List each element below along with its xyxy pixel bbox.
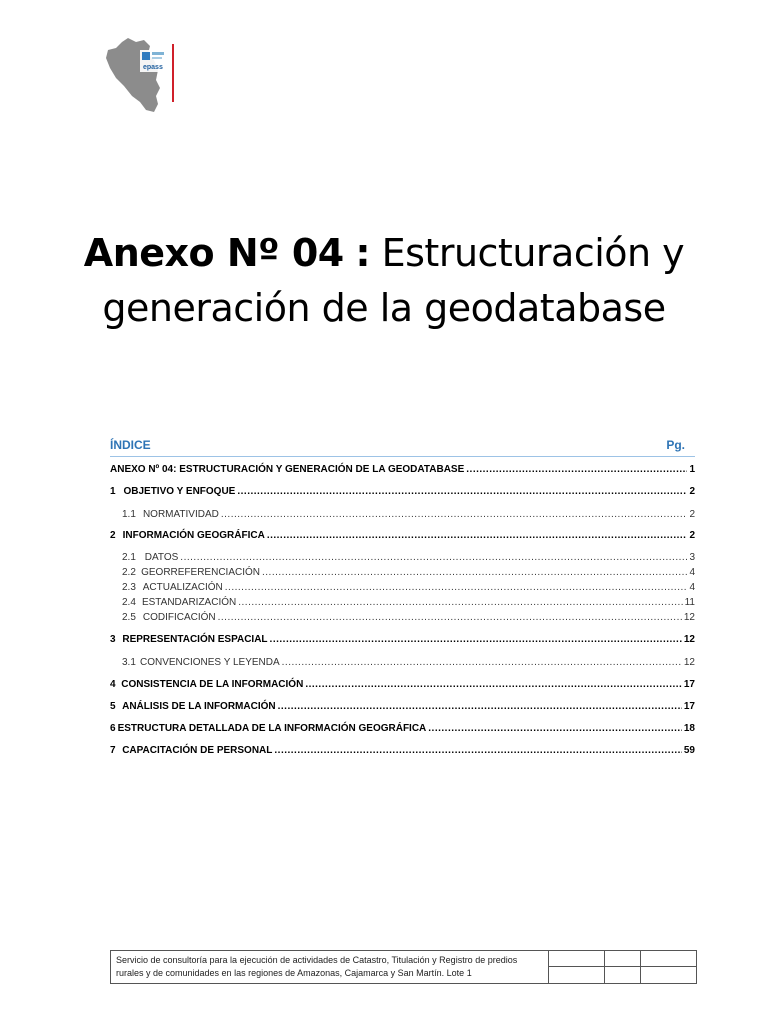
footer-text xyxy=(111,951,549,983)
document-title xyxy=(60,226,708,336)
toc-entry-text: OBJETIVO Y ENFOQUE xyxy=(123,486,236,497)
toc-leader xyxy=(225,582,688,593)
toc-entry-page: 2 xyxy=(689,509,695,520)
toc-entry-page: 18 xyxy=(683,723,695,734)
toc-entry[interactable] xyxy=(110,634,695,648)
toc-entry-number: 6 xyxy=(110,723,116,734)
toc-entry[interactable] xyxy=(110,530,695,544)
toc-entry[interactable] xyxy=(110,745,695,759)
toc-leader xyxy=(305,679,682,690)
toc-entry-number: 2.5 xyxy=(122,612,136,623)
title-annex: Anexo Nº 04 xyxy=(83,231,344,275)
footer-cell xyxy=(549,967,605,983)
toc-entry-text: INFORMACIÓN GEOGRÁFICA xyxy=(122,530,265,541)
logo xyxy=(100,36,180,116)
footer-line-2: rurales y de comunidades en las regiones de Amazonas, Cajamarca y San Martín. Lote 1 xyxy=(116,968,472,978)
toc-header xyxy=(110,438,685,456)
toc-leader xyxy=(278,701,682,712)
title-colon: : xyxy=(355,231,371,275)
toc-entry[interactable] xyxy=(110,582,695,596)
footer-cell xyxy=(549,951,605,967)
toc-leader xyxy=(282,657,682,668)
toc-header-rule xyxy=(110,456,695,457)
toc-entry-number: ANEXO Nº 04 xyxy=(110,464,174,475)
toc-entry-text: ESTANDARIZACIÓN xyxy=(141,597,237,608)
toc-entry-page: 17 xyxy=(683,701,695,712)
logo-mark-text: epass xyxy=(143,64,163,71)
toc-entry[interactable] xyxy=(110,657,695,671)
footer-cell xyxy=(605,951,641,967)
toc-entry-text: DATOS xyxy=(144,552,179,563)
toc-entry-page: 12 xyxy=(683,612,695,623)
toc-leader xyxy=(274,745,681,756)
toc-entry[interactable] xyxy=(110,612,695,626)
toc-entry-text: GEORREFERENCIACIÓN xyxy=(141,567,260,578)
toc-entry-text: CONSISTENCIA DE LA INFORMACIÓN xyxy=(121,679,304,690)
toc-entry-page: 11 xyxy=(684,597,695,608)
toc-page-label: Pg. xyxy=(666,438,685,452)
toc-entry-number: 2.4 xyxy=(122,597,136,608)
footer-cells xyxy=(549,951,696,983)
toc-leader xyxy=(237,486,687,497)
toc-entry-text: NORMATIVIDAD xyxy=(142,509,219,520)
toc-entry-page: 4 xyxy=(689,582,695,593)
toc-entry-text: ANÁLISIS DE LA INFORMACIÓN xyxy=(122,701,276,712)
toc-leader xyxy=(238,597,682,608)
toc-entry[interactable] xyxy=(110,509,695,523)
toc-entry-page: 2 xyxy=(689,486,695,497)
toc-leader xyxy=(428,723,682,734)
toc-entry-number: 2.2 xyxy=(122,567,136,578)
toc-entry-text: : ESTRUCTURACIÓN Y GENERACIÓN DE LA GEODATABASE xyxy=(173,464,465,475)
footer-line-1: Servicio de consultoría para la ejecución de actividades de Catastro, Titulación y Registro de predios xyxy=(116,955,518,965)
toc-leader xyxy=(267,530,688,541)
footer-cell xyxy=(641,951,696,967)
toc-entry-page: 12 xyxy=(683,657,695,668)
toc-entry-number: 3 xyxy=(110,634,116,645)
peru-map-icon xyxy=(100,36,180,116)
toc-leader xyxy=(262,567,687,578)
toc-entry-text: CODIFICACIÓN xyxy=(142,612,216,623)
toc-entry-text: CAPACITACIÓN DE PERSONAL xyxy=(122,745,273,756)
toc-entry-text: ESTRUCTURA DETALLADA DE LA INFORMACIÓN GEOGRÁFICA xyxy=(117,723,427,734)
toc-entry[interactable] xyxy=(110,723,695,737)
toc-leader xyxy=(270,634,682,645)
toc-leader xyxy=(218,612,682,623)
toc-entry-number: 3.1 xyxy=(122,657,136,668)
toc-leader xyxy=(180,552,687,563)
toc-entry-page: 2 xyxy=(689,530,695,541)
footer-cell xyxy=(641,967,696,983)
logo-divider xyxy=(172,44,174,102)
title-text: Estructuración y generación de la geodatabase xyxy=(102,231,685,330)
toc-entry-text: CONVENCIONES Y LEYENDA xyxy=(139,657,280,668)
toc-heading: ÍNDICE xyxy=(110,438,151,452)
toc-entry[interactable] xyxy=(110,464,695,478)
toc-entry-page: 17 xyxy=(683,679,695,690)
toc-entry[interactable] xyxy=(110,567,695,581)
toc-entry-number: 2 xyxy=(110,530,116,541)
toc-entry-number: 5 xyxy=(110,701,116,712)
toc-entry[interactable] xyxy=(110,701,695,715)
toc-entry-page: 12 xyxy=(683,634,695,645)
toc-entry[interactable] xyxy=(110,486,695,500)
toc-entry-page: 1 xyxy=(689,464,695,475)
toc-entry-number: 7 xyxy=(110,745,116,756)
toc-entry-number: 1 xyxy=(110,486,116,497)
toc-entry-number: 2.3 xyxy=(122,582,136,593)
toc-entry-page: 59 xyxy=(683,745,695,756)
toc-leader xyxy=(221,509,688,520)
toc-leader xyxy=(466,464,687,475)
toc-entry[interactable] xyxy=(110,679,695,693)
toc-entry-page: 3 xyxy=(689,552,695,563)
toc-entry-page: 4 xyxy=(689,567,695,578)
toc-entry-text: ACTUALIZACIÓN xyxy=(142,582,223,593)
toc-entry-number: 2.1 xyxy=(122,552,136,563)
toc-entry-number: 1.1 xyxy=(122,509,136,520)
footer-table xyxy=(110,950,697,984)
footer-cell xyxy=(605,967,641,983)
toc-entry[interactable] xyxy=(110,597,695,611)
toc-entry-number: 4 xyxy=(110,679,116,690)
toc-entry-text: REPRESENTACIÓN ESPACIAL xyxy=(122,634,268,645)
toc-entry[interactable] xyxy=(110,552,695,566)
